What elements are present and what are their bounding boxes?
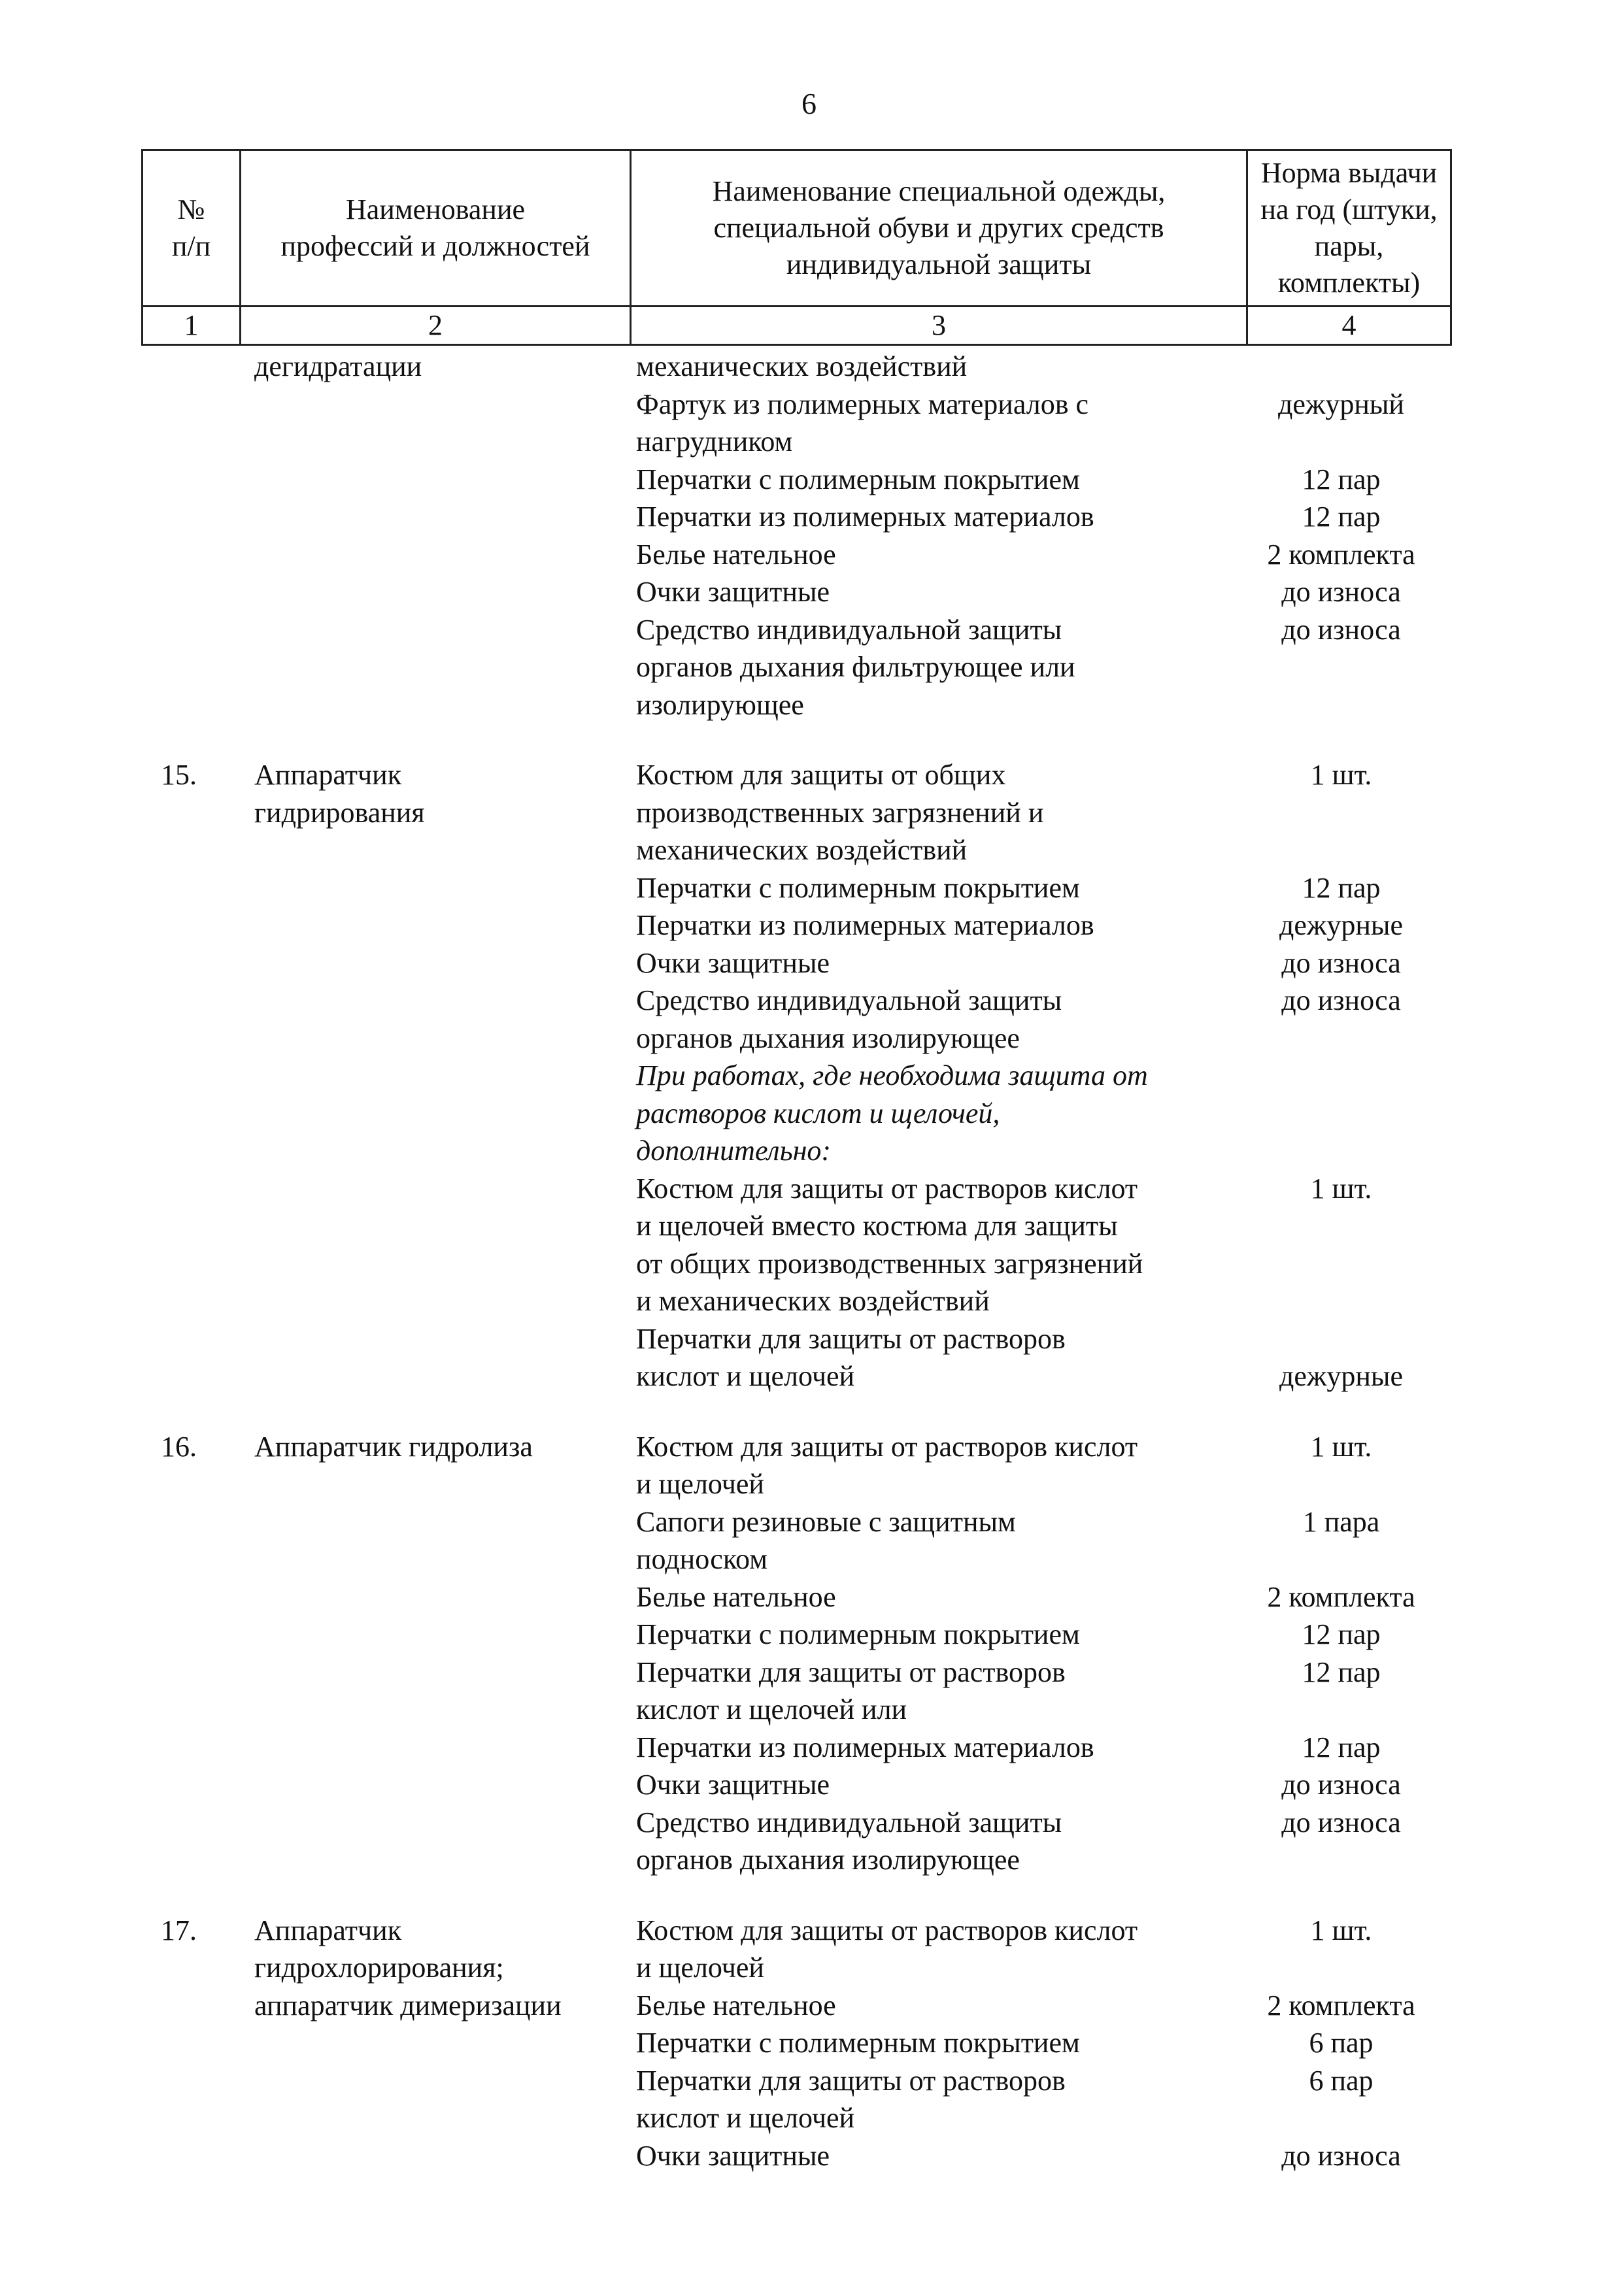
equipment-name xyxy=(624,1428,1232,1503)
issue-norm xyxy=(1232,1729,1450,1767)
row-number xyxy=(141,348,243,724)
equipment-name-line: растворов кислот и щелочей, xyxy=(636,1097,1000,1129)
entry-gap xyxy=(141,1879,1450,1912)
equipment-item xyxy=(624,2024,1450,2062)
issue-norm xyxy=(1232,498,1450,536)
equipment-name-line: и щелочей xyxy=(636,1468,764,1500)
profession-line: гидрохлорирования; xyxy=(254,1952,504,1984)
issue-norm-value: дежурные xyxy=(1279,1360,1403,1392)
profession-line: дегидратации xyxy=(254,350,422,382)
issue-norm xyxy=(1232,1170,1450,1320)
equipment-name-line: изолирующее xyxy=(636,688,804,721)
issue-norm xyxy=(1232,1428,1450,1503)
equipment-name-line: производственных загрязнений и xyxy=(636,796,1044,829)
equipment-item xyxy=(624,461,1450,499)
equipment-name-line: нагрудником xyxy=(636,425,793,458)
issue-norm xyxy=(1232,869,1450,907)
issue-norm xyxy=(1232,386,1450,461)
equipment-name-line: Костюм для защиты от общих xyxy=(636,759,1006,791)
equipment-name xyxy=(624,982,1232,1057)
equipment-name-line: Средство индивидуальной защиты xyxy=(636,984,1062,1016)
issue-norm xyxy=(1232,1616,1450,1654)
issue-norm xyxy=(1232,982,1450,1057)
issue-norm-value: 2 комплекта xyxy=(1267,1989,1415,2021)
equipment-name-line: механических воздействий xyxy=(636,834,968,866)
equipment-name xyxy=(624,1987,1232,2025)
table-row xyxy=(141,348,1450,724)
issue-norm xyxy=(1232,944,1450,982)
header-equipment-column: Наименование специальной одежды, специальной обуви и других средств индивидуальной защиты xyxy=(631,150,1247,307)
equipment-name xyxy=(624,573,1232,611)
table-row xyxy=(141,756,1450,1395)
issue-norm-value: 12 пар xyxy=(1302,463,1381,495)
equipment-name-line: Сапоги резиновые с защитным xyxy=(636,1505,1016,1538)
equipment-name xyxy=(624,1320,1232,1395)
equipment-cell xyxy=(624,1912,1450,2175)
issue-norm-value: до износа xyxy=(1281,576,1401,608)
equipment-name xyxy=(624,1578,1232,1616)
equipment-name-line: Перчатки из полимерных материалов xyxy=(636,501,1094,533)
equipment-name xyxy=(624,1766,1232,1804)
equipment-item xyxy=(624,1729,1450,1767)
issue-norm-value: 1 шт. xyxy=(1310,759,1372,791)
equipment-name xyxy=(624,348,1232,386)
equipment-item xyxy=(624,1616,1450,1654)
profession-line: Аппаратчик xyxy=(254,759,402,791)
equipment-name-line: и щелочей xyxy=(636,1952,764,1984)
equipment-name xyxy=(624,1170,1232,1320)
row-number: 15. xyxy=(161,759,197,791)
equipment-name xyxy=(624,1804,1232,1879)
equipment-item xyxy=(624,573,1450,611)
equipment-name-line: Костюм для защиты от растворов кислот xyxy=(636,1172,1138,1205)
issue-norm xyxy=(1232,1766,1450,1804)
equipment-name-line: Перчатки из полимерных материалов xyxy=(636,1731,1094,1763)
column-number-3: 3 xyxy=(631,307,1247,345)
equipment-item xyxy=(624,1804,1450,1879)
equipment-name-line: кислот и щелочей xyxy=(636,1360,855,1392)
equipment-name-line: Перчатки для защиты от растворов xyxy=(636,1322,1066,1355)
issue-norm-value: до износа xyxy=(1281,1769,1401,1801)
table-row xyxy=(141,1428,1450,1879)
equipment-item xyxy=(624,982,1450,1057)
table-row xyxy=(141,1912,1450,2175)
issue-norm-value: 12 пар xyxy=(1302,1731,1381,1763)
issue-norm xyxy=(1232,1912,1450,1987)
issue-norm-value xyxy=(1232,1057,1450,1095)
page-number: 6 xyxy=(801,87,817,120)
equipment-name-line: кислот и щелочей или xyxy=(636,1693,907,1725)
issue-norm-value: 12 пар xyxy=(1302,1618,1381,1650)
table-header xyxy=(141,149,1450,345)
issue-norm xyxy=(1232,461,1450,499)
header-number-column: № п/п xyxy=(143,150,241,307)
equipment-item xyxy=(624,1766,1450,1804)
equipment-name xyxy=(624,461,1232,499)
entry-gap xyxy=(141,724,1450,756)
equipment-name-line: Белье нательное xyxy=(636,1580,836,1613)
row-number: 17. xyxy=(161,1914,197,1946)
issue-norm-value: 12 пар xyxy=(1302,1655,1381,1688)
issue-norm xyxy=(1232,1320,1450,1395)
equipment-name xyxy=(624,1654,1232,1729)
equipment-name xyxy=(624,536,1232,574)
profession-line: Аппаратчик xyxy=(254,1914,402,1946)
equipment-item xyxy=(624,1912,1450,1987)
equipment-name-line: Очки защитные xyxy=(636,2139,830,2172)
equipment-item xyxy=(624,1578,1450,1616)
issue-norm-value: до износа xyxy=(1281,984,1401,1016)
issue-norm-value: до износа xyxy=(1281,613,1401,646)
issue-norm-value: 2 комплекта xyxy=(1267,538,1415,571)
equipment-item xyxy=(624,1428,1450,1503)
equipment-name-line: органов дыхания фильтрующее или xyxy=(636,651,1075,683)
equipment-name-line: Очки защитные xyxy=(636,576,830,608)
equipment-name xyxy=(624,611,1232,724)
issue-norm-value: 6 пар xyxy=(1309,2027,1374,2059)
equipment-name-line: Фартук из полимерных материалов с xyxy=(636,388,1089,420)
issue-norm xyxy=(1232,1503,1450,1578)
profession-cell xyxy=(243,756,624,1395)
issue-norm-value: дежурные xyxy=(1279,909,1403,941)
profession-line: гидрирования xyxy=(254,796,425,829)
issue-norm xyxy=(1232,1804,1450,1879)
equipment-item xyxy=(624,1320,1450,1395)
issue-norm xyxy=(1232,1057,1450,1170)
equipment-name xyxy=(624,2062,1232,2137)
issue-norm-value: 12 пар xyxy=(1302,501,1381,533)
equipment-item xyxy=(624,907,1450,944)
equipment-name-line: Средство индивидуальной защиты xyxy=(636,1806,1062,1838)
equipment-name xyxy=(624,756,1232,869)
issue-norm-value: 1 шт. xyxy=(1310,1430,1372,1463)
equipment-name xyxy=(624,1616,1232,1654)
issue-norm xyxy=(1232,2137,1450,2175)
issue-norm xyxy=(1232,611,1450,724)
equipment-name-line: Перчатки из полимерных материалов xyxy=(636,909,1094,941)
equipment-name-line: Перчатки с полимерным покрытием xyxy=(636,871,1080,904)
equipment-item xyxy=(624,1654,1450,1729)
equipment-name-line: Очки защитные xyxy=(636,1769,830,1801)
equipment-name-line: подноском xyxy=(636,1543,767,1575)
equipment-name xyxy=(624,2024,1232,2062)
equipment-name-line: Перчатки с полимерным покрытием xyxy=(636,2027,1080,2059)
profession-cell xyxy=(243,348,624,724)
equipment-name-line: Костюм для защиты от растворов кислот xyxy=(636,1430,1138,1463)
profession-line: Аппаратчик гидролиза xyxy=(254,1430,533,1463)
equipment-name-line: органов дыхания изолирующее xyxy=(636,1022,1020,1054)
equipment-name xyxy=(624,2137,1232,2175)
equipment-name-line: Средство индивидуальной защиты xyxy=(636,613,1062,646)
note-item xyxy=(624,1057,1450,1170)
equipment-name xyxy=(624,498,1232,536)
equipment-name-line: и щелочей вместо костюма для защиты xyxy=(636,1210,1118,1242)
equipment-name-line: механических воздействий xyxy=(636,350,968,382)
equipment-item xyxy=(624,869,1450,907)
equipment-name xyxy=(624,869,1232,907)
equipment-name-line: кислот и щелочей xyxy=(636,2102,855,2134)
equipment-name xyxy=(624,386,1232,461)
equipment-name-line: от общих производственных загрязнений xyxy=(636,1247,1143,1280)
equipment-item xyxy=(624,348,1450,386)
equipment-item xyxy=(624,2137,1450,2175)
entry-gap xyxy=(141,1395,1450,1428)
issue-norm-value: до износа xyxy=(1281,2139,1401,2172)
profession-cell xyxy=(243,1428,624,1879)
issue-norm-value: 12 пар xyxy=(1302,871,1381,904)
header-norm-column: Норма выдачи на год (штуки, пары, комплекты) xyxy=(1247,150,1451,307)
issue-norm-value: дежурный xyxy=(1278,388,1404,420)
equipment-item xyxy=(624,611,1450,724)
issue-norm-value xyxy=(1232,348,1450,386)
issue-norm-value: 2 комплекта xyxy=(1267,1580,1415,1613)
issue-norm xyxy=(1232,1654,1450,1729)
issue-norm xyxy=(1232,756,1450,869)
equipment-name-line: Белье нательное xyxy=(636,1989,836,2021)
equipment-name xyxy=(624,1912,1232,1987)
equipment-name-line: Перчатки для защиты от растворов xyxy=(636,1655,1066,1688)
issue-norm xyxy=(1232,536,1450,574)
column-number-1: 1 xyxy=(143,307,241,345)
equipment-item xyxy=(624,756,1450,869)
equipment-name xyxy=(624,1729,1232,1767)
equipment-item xyxy=(624,386,1450,461)
issue-norm xyxy=(1232,1578,1450,1616)
equipment-item xyxy=(624,1170,1450,1320)
issue-norm xyxy=(1232,2062,1450,2137)
issue-norm xyxy=(1232,573,1450,611)
equipment-name-line: При работах, где необходима защита от xyxy=(636,1059,1148,1091)
equipment-name-line: Перчатки с полимерным покрытием xyxy=(636,1618,1080,1650)
equipment-item xyxy=(624,944,1450,982)
equipment-cell xyxy=(624,756,1450,1395)
profession-line: аппаратчик димеризации xyxy=(254,1989,562,2021)
issue-norm xyxy=(1232,2024,1450,2062)
equipment-item xyxy=(624,1503,1450,1578)
equipment-name-line: Перчатки для защиты от растворов xyxy=(636,2064,1066,2097)
equipment-cell xyxy=(624,348,1450,724)
equipment-item xyxy=(624,2062,1450,2137)
issue-norm-value: 6 пар xyxy=(1309,2064,1374,2097)
equipment-name xyxy=(624,944,1232,982)
equipment-name-line: Белье нательное xyxy=(636,538,836,571)
row-number: 16. xyxy=(161,1430,197,1463)
equipment-item xyxy=(624,1987,1450,2025)
equipment-name xyxy=(624,907,1232,944)
table-body xyxy=(141,348,1450,2174)
column-number-2: 2 xyxy=(241,307,631,345)
profession-cell xyxy=(243,1912,624,2175)
equipment-name-line: органов дыхания изолирующее xyxy=(636,1844,1020,1876)
issue-norm-value: до износа xyxy=(1281,1806,1401,1838)
equipment-name-line: Перчатки с полимерным покрытием xyxy=(636,463,1080,495)
issue-norm-value xyxy=(1232,1320,1450,1358)
issue-norm-value: до износа xyxy=(1281,946,1401,979)
equipment-name-line: дополнительно: xyxy=(636,1135,832,1167)
issue-norm-value: 1 шт. xyxy=(1310,1172,1372,1205)
equipment-name xyxy=(624,1057,1232,1170)
equipment-name-line: и механических воздействий xyxy=(636,1285,990,1317)
equipment-name-line: Костюм для защиты от растворов кислот xyxy=(636,1914,1138,1946)
equipment-item xyxy=(624,498,1450,536)
equipment-item xyxy=(624,536,1450,574)
issue-norm-value: 1 пара xyxy=(1302,1505,1380,1538)
column-number-4: 4 xyxy=(1247,307,1451,345)
equipment-name-line: Очки защитные xyxy=(636,946,830,979)
issue-norm xyxy=(1232,1987,1450,2025)
issue-norm xyxy=(1232,348,1450,386)
issue-norm-value: 1 шт. xyxy=(1310,1914,1372,1946)
issue-norm xyxy=(1232,907,1450,944)
equipment-name xyxy=(624,1503,1232,1578)
equipment-cell xyxy=(624,1428,1450,1879)
header-profession-column: Наименование профессий и должностей xyxy=(241,150,631,307)
